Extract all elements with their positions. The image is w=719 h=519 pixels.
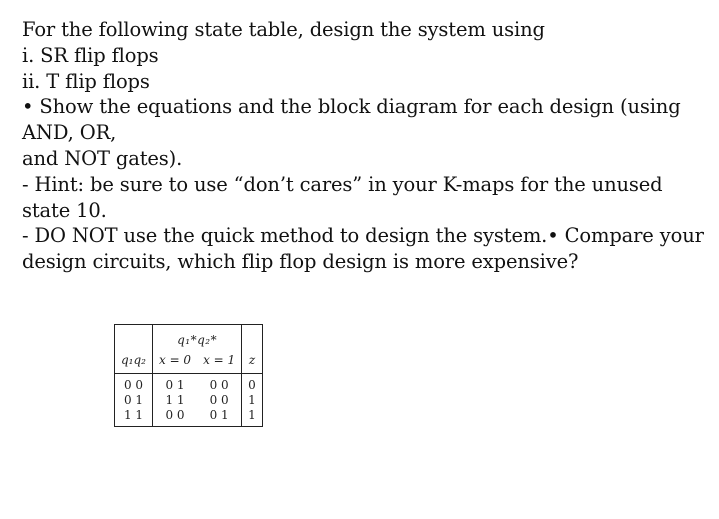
problem-statement [22,17,702,275]
table-header-row [115,325,263,352]
table-row [115,374,263,394]
problem-line: AND, OR, [22,121,117,145]
present-state-header: q₁q₂ [115,351,153,374]
next-state-x0-cell: 0 1 [165,378,185,392]
problem-line: • Show the equations and the block diagram for each design (using [22,95,681,119]
present-state-cell: 0 1 [115,393,153,408]
blank-header-cell [242,325,263,352]
output-cell: 1 [248,408,256,422]
next-state-x1-cell: 0 1 [197,408,242,427]
input-header-x1: x = 1 [197,351,242,374]
output-header: z [242,351,263,374]
table-row [115,393,263,408]
problem-line: For the following state table, design the system using [22,18,545,41]
present-state-cell: 0 0 [115,374,153,394]
problem-line: - DO NOT use the quick method to design the system.• Compare your [22,224,704,248]
next-state-x1-cell: 0 0 [197,393,242,408]
next-state-x0-cell: 1 1 [165,393,185,407]
problem-line: and NOT gates). [22,146,183,170]
next-state-x1-cell: 0 0 [197,374,242,394]
output-cell: 1 [248,393,256,407]
blank-header-cell [115,325,153,352]
next-state-x0-cell: 0 0 [165,408,185,422]
output-cell: 0 [248,378,256,392]
table-row [115,408,263,427]
table-header-row [115,351,263,374]
input-header-x0: x = 0 [152,351,197,374]
next-state-header: q₁*q₂* [152,325,241,352]
problem-line: i. SR flip flops [22,43,159,67]
problem-line: state 10. [22,198,107,222]
problem-line: design circuits, which flip flop design is more expensive? [22,250,579,274]
present-state-cell: 1 1 [115,408,153,427]
state-table [114,324,263,427]
problem-line: ii. T flip flops [22,69,150,93]
problem-line: - Hint: be sure to use “don’t cares” in your K-maps for the unused [22,172,663,196]
